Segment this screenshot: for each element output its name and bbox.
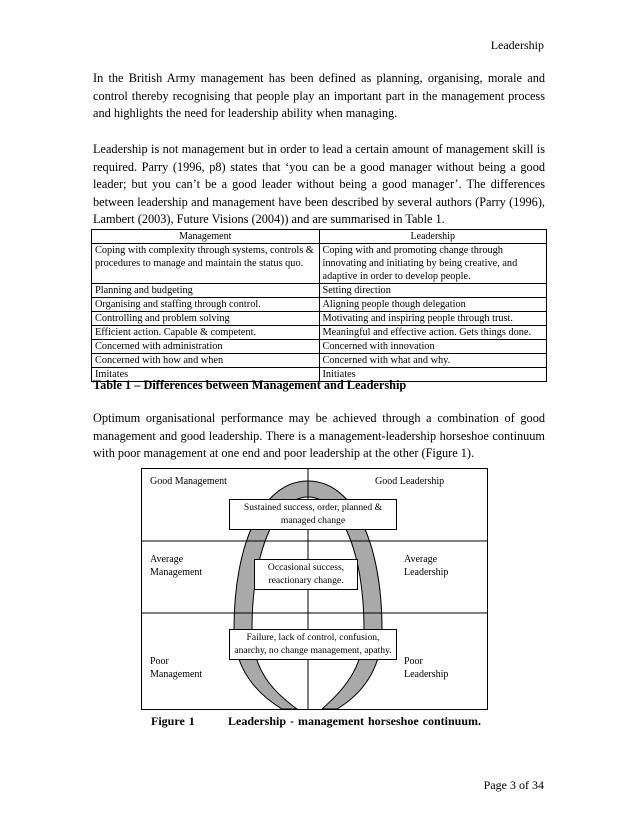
label-poor-leadership: Poor Leadership bbox=[404, 656, 449, 680]
figure-caption-number: Figure 1 bbox=[151, 714, 195, 728]
figure-caption-text: Leadership - management horseshoe continuum. bbox=[228, 714, 482, 728]
box-failure: Failure, lack of control, confusion, anarchy, no change management, apathy. bbox=[229, 629, 397, 660]
table-cell-management: Organising and staffing through control. bbox=[92, 298, 320, 312]
figure-caption bbox=[151, 714, 481, 729]
label-average-management: Average Management bbox=[150, 554, 203, 578]
table-cell-management: Coping with complexity through systems, controls & procedures to manage and maintain the status quo. bbox=[92, 244, 320, 284]
paragraph-3: Optimum organisational performance may be achieved through a combination of good management and good leadership. There is a management-leadership horseshoe continuum with poor management at one end and poor leadership at the other (Figure 1). bbox=[93, 411, 545, 461]
table-cell-management: Imitates bbox=[92, 368, 320, 382]
column-header-management: Management bbox=[92, 230, 320, 244]
table-cell-management: Concerned with how and when bbox=[92, 354, 320, 368]
table-row bbox=[92, 354, 547, 368]
box-sustained-success: Sustained success, order, planned & managed change bbox=[229, 499, 397, 530]
comparison-table bbox=[91, 229, 547, 382]
table-cell-management: Planning and budgeting bbox=[92, 284, 320, 298]
table-row bbox=[92, 312, 547, 326]
table-caption: Table 1 – Differences between Management and Leadership bbox=[93, 378, 407, 392]
table-cell-leadership: Coping with and promoting change through innovating and initiating by being creative, and adaptive in order to develop people. bbox=[319, 244, 547, 284]
table-row bbox=[92, 340, 547, 354]
table-header-row bbox=[92, 230, 547, 244]
running-header: Leadership bbox=[490, 38, 544, 52]
table-row bbox=[92, 326, 547, 340]
table-cell-leadership: Concerned with innovation bbox=[319, 340, 547, 354]
label-good-leadership: Good Leadership bbox=[375, 476, 445, 487]
table-cell-management: Controlling and problem solving bbox=[92, 312, 320, 326]
paragraph-1: In the British Army management has been defined as planning, organising, morale and control thereby recognising that people play an important part in the management process and highlights the need for leadership ability when managing. bbox=[93, 71, 545, 121]
table-cell-leadership: Meaningful and effective action. Gets things done. bbox=[319, 326, 547, 340]
paragraph-2: Leadership is not management but in order to lead a certain amount of management skill is required. Parry (1996, p8) states that ‘you can be a good manager without being a good leader; but you can’t be a good leader without being a good manager’. The differences between leadership and management have been described by several authors (Parry (1996), Lambert (2003), Future Visions (2004)) and are summarised in Table 1. bbox=[93, 142, 545, 227]
table-cell-management: Concerned with administration bbox=[92, 340, 320, 354]
table-cell-leadership: Setting direction bbox=[319, 284, 547, 298]
label-poor-management: Poor Management bbox=[150, 656, 203, 680]
table-cell-leadership: Motivating and inspiring people through trust. bbox=[319, 312, 547, 326]
table-cell-leadership: Aligning people though delegation bbox=[319, 298, 547, 312]
table-row bbox=[92, 244, 547, 284]
label-average-leadership: Average Leadership bbox=[404, 554, 449, 578]
label-good-management: Good Management bbox=[150, 476, 227, 487]
table-cell-leadership: Initiates bbox=[319, 368, 547, 382]
page-number: Page 3 of 34 bbox=[483, 778, 544, 792]
table-row bbox=[92, 298, 547, 312]
table-cell-leadership: Concerned with what and why. bbox=[319, 354, 547, 368]
column-header-leadership: Leadership bbox=[319, 230, 547, 244]
box-occasional-success: Occasional success, reactionary change. bbox=[254, 559, 358, 590]
table-row bbox=[92, 284, 547, 298]
table-cell-management: Efficient action. Capable & competent. bbox=[92, 326, 320, 340]
horseshoe-figure bbox=[141, 468, 488, 710]
